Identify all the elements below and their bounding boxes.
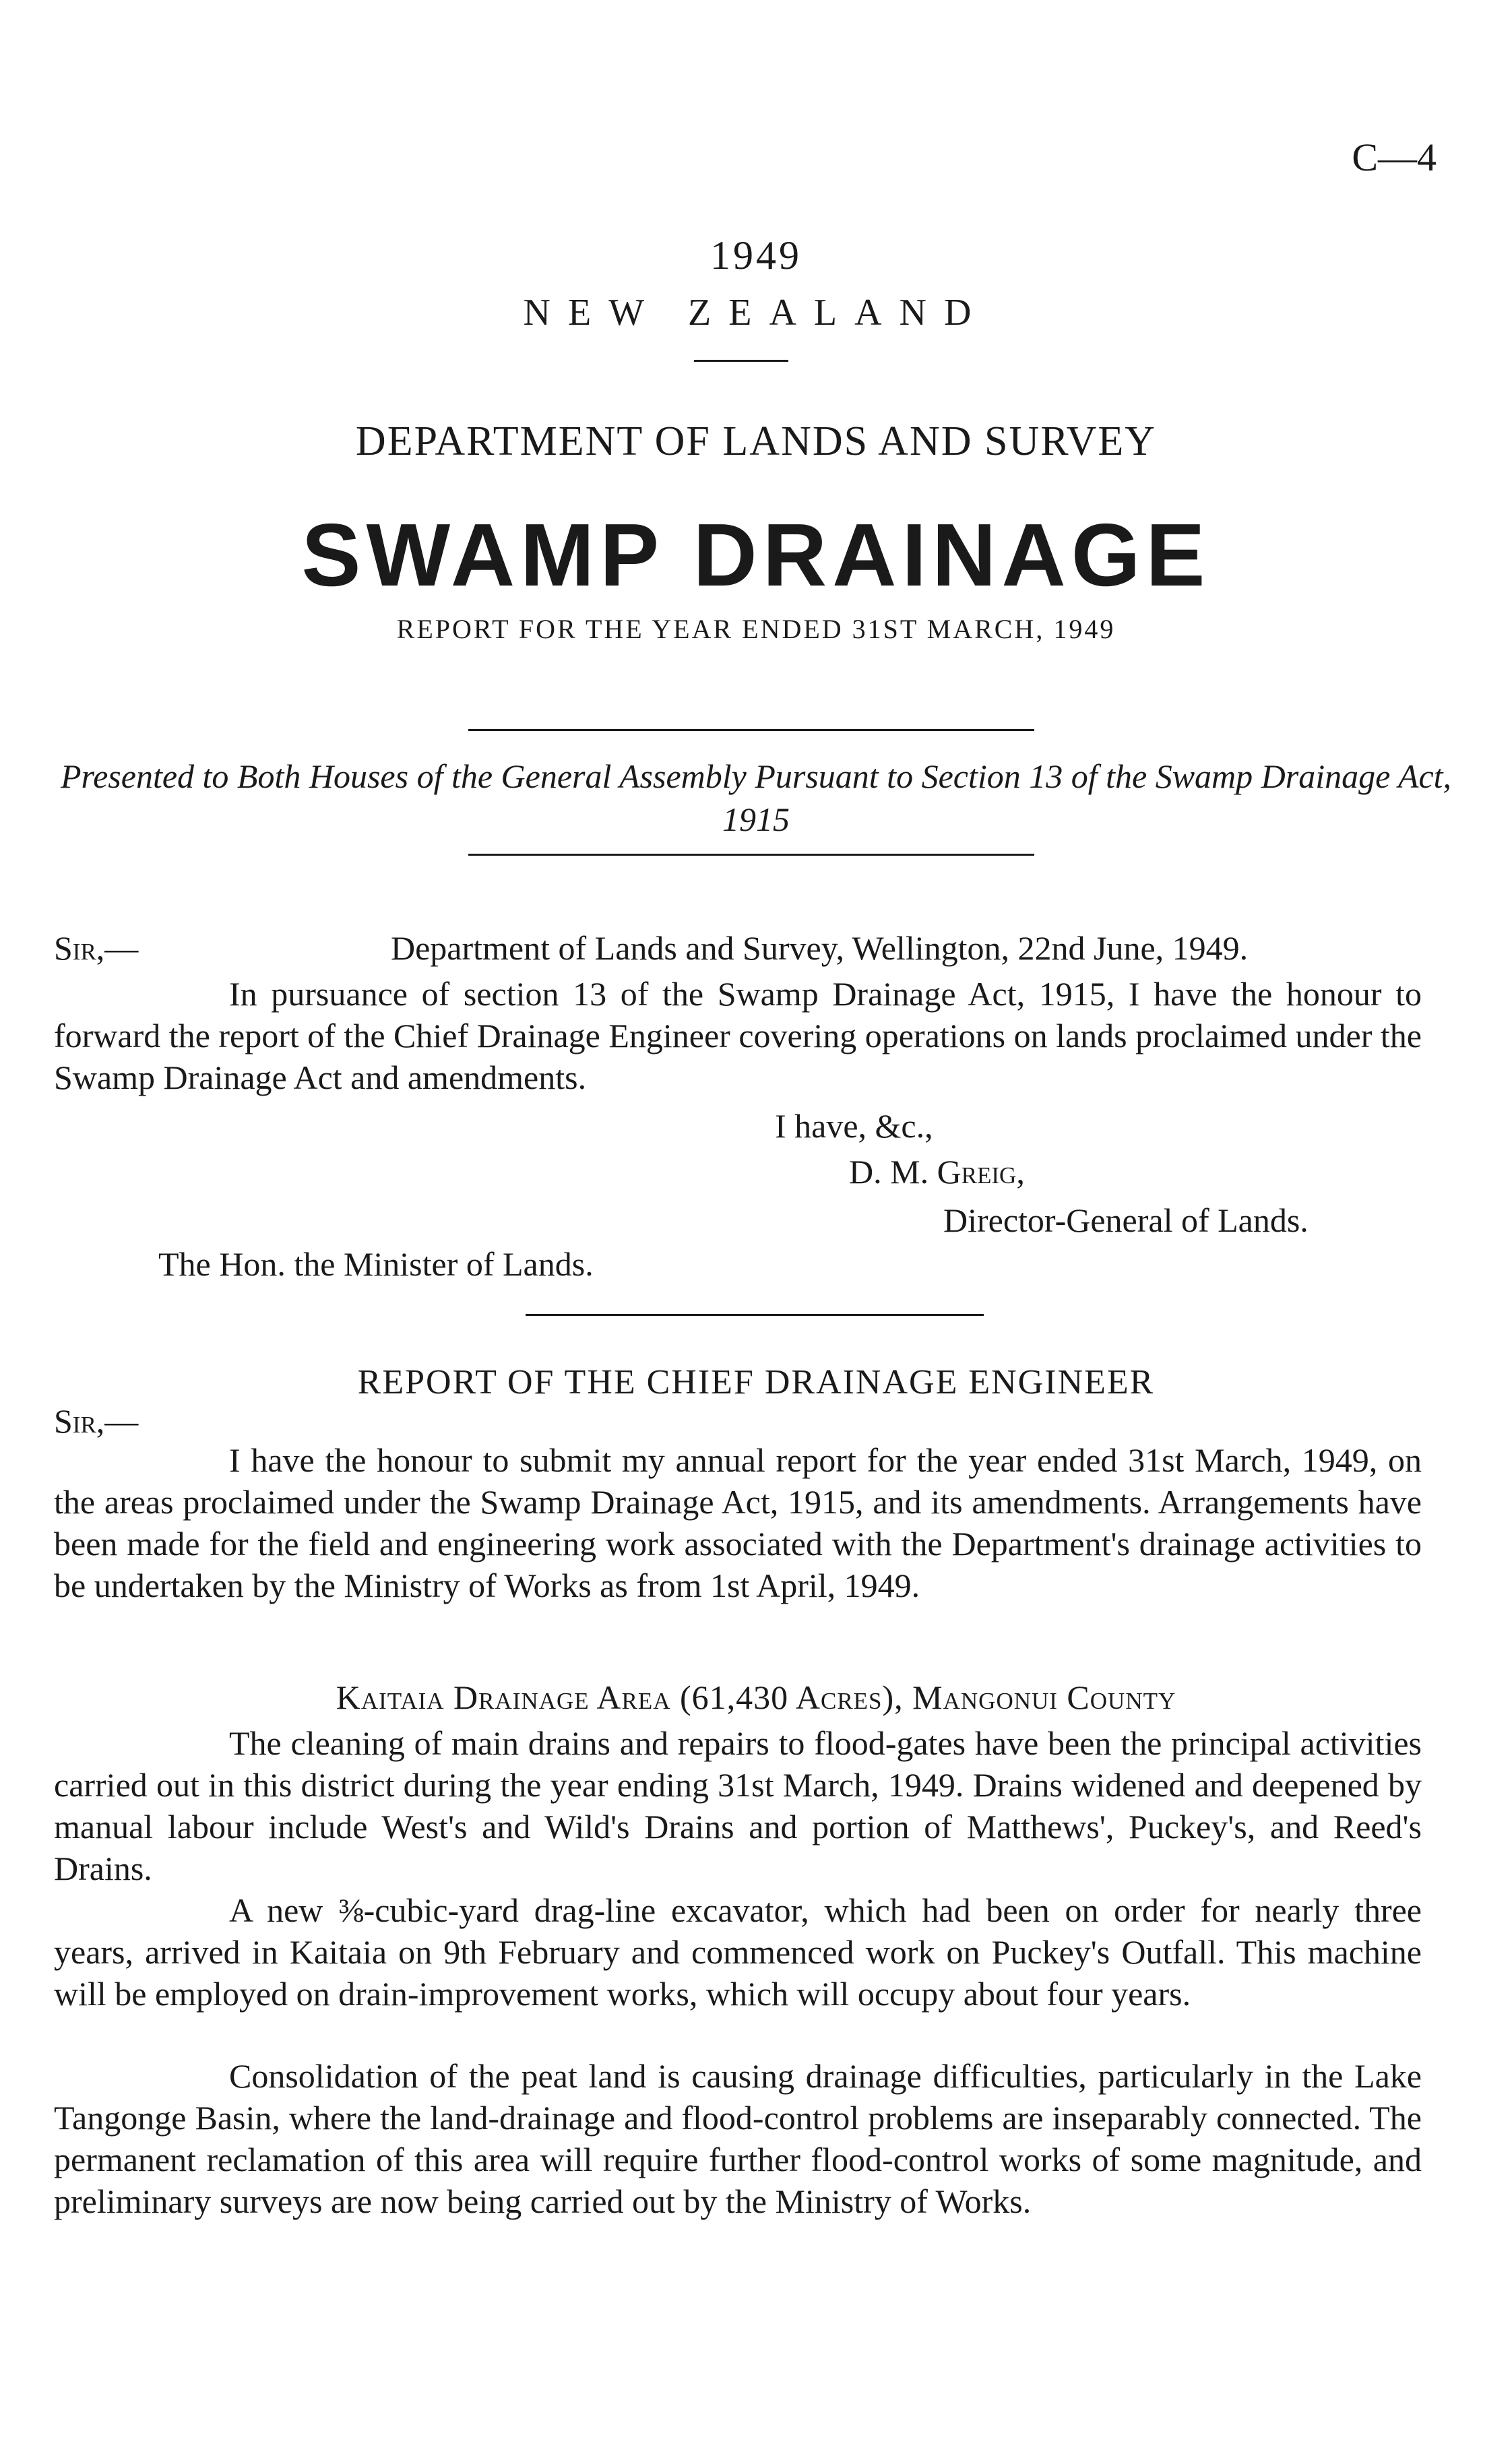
divider (694, 360, 788, 362)
letter-addressee: The Hon. the Minister of Lands. (158, 1245, 594, 1283)
section-paragraph: A new ⅜-cubic-yard drag-line excavator, which had been on order for nearly three years, arrived in Kaitaia on 9th February and commenced work on Puckey's Outfall. This machine will be employed on drain-improvement works, which will occupy about four years. (54, 1891, 1422, 2013)
letter-salutation: Sir,— (54, 929, 139, 967)
letter-body: In pursuance of section 13 of the Swamp Drainage Act, 1915, I have the honour to forward the report of the Chief Drainage Engineer covering operations on lands proclaimed under the Swamp Drainage Act and amendments. (54, 975, 1422, 1096)
report-salutation: Sir,— (54, 1402, 139, 1440)
page-reference: C—4 (1352, 135, 1437, 179)
report-heading: REPORT OF THE CHIEF DRAINAGE ENGINEER (357, 1363, 1155, 1401)
section-paragraph: Consolidation of the peat land is causing drainage difficulties, particularly in the Lake Tangonge Basin, where the land-drainage and flood-control problems are inseparably connected. The permanent reclamation of this area will require further flood-control works of some magnitude, and preliminary surveys are now being carried out by the Ministry of Works. (54, 2057, 1422, 2220)
presentation-note: Presented to Both Houses of the General Assembly Pursuant to Section 13 of the Swamp Drainage Act, 1915 (60, 757, 1452, 838)
signatory-title: Director-General of Lands. (943, 1201, 1309, 1239)
report-intro: I have the honour to submit my annual report for the year ended 31st March, 1949, on the areas proclaimed under the Swamp Drainage Act, 1915, and its amendments. Arrangements have been made for the field and engineering work associated with the Department's drainage activities to be undertaken by the Ministry of Works as from 1st April, 1949. (54, 1441, 1422, 1604)
letter-closing: I have, &c., (775, 1107, 933, 1145)
document-title: SWAMP DRAINAGE (301, 505, 1211, 604)
department-name: DEPARTMENT OF LANDS AND SURVEY (355, 418, 1157, 464)
section-paragraph: The cleaning of main drains and repairs to flood-gates have been the principal activities carried out in this district during the year ending 31st March, 1949. Drains widened and deepened by manual labour include West's and Wild's Drains and portion of Matthews', Puckey's, and Reed's Drains. (54, 1724, 1422, 1887)
divider (468, 729, 1034, 731)
section-heading: Kaitaia Drainage Area (61,430 Acres), Mangonui County (336, 1678, 1176, 1716)
country-name: NEW ZEALAND (523, 292, 989, 334)
letter-address-date: Department of Lands and Survey, Wellington, 22nd June, 1949. (391, 929, 1249, 967)
report-year: 1949 (710, 233, 802, 278)
divider (468, 854, 1034, 856)
document-subtitle: REPORT FOR THE YEAR ENDED 31ST MARCH, 1949 (396, 614, 1116, 644)
signatory-name: D. M. Greig, (849, 1153, 1025, 1191)
divider (526, 1314, 984, 1316)
